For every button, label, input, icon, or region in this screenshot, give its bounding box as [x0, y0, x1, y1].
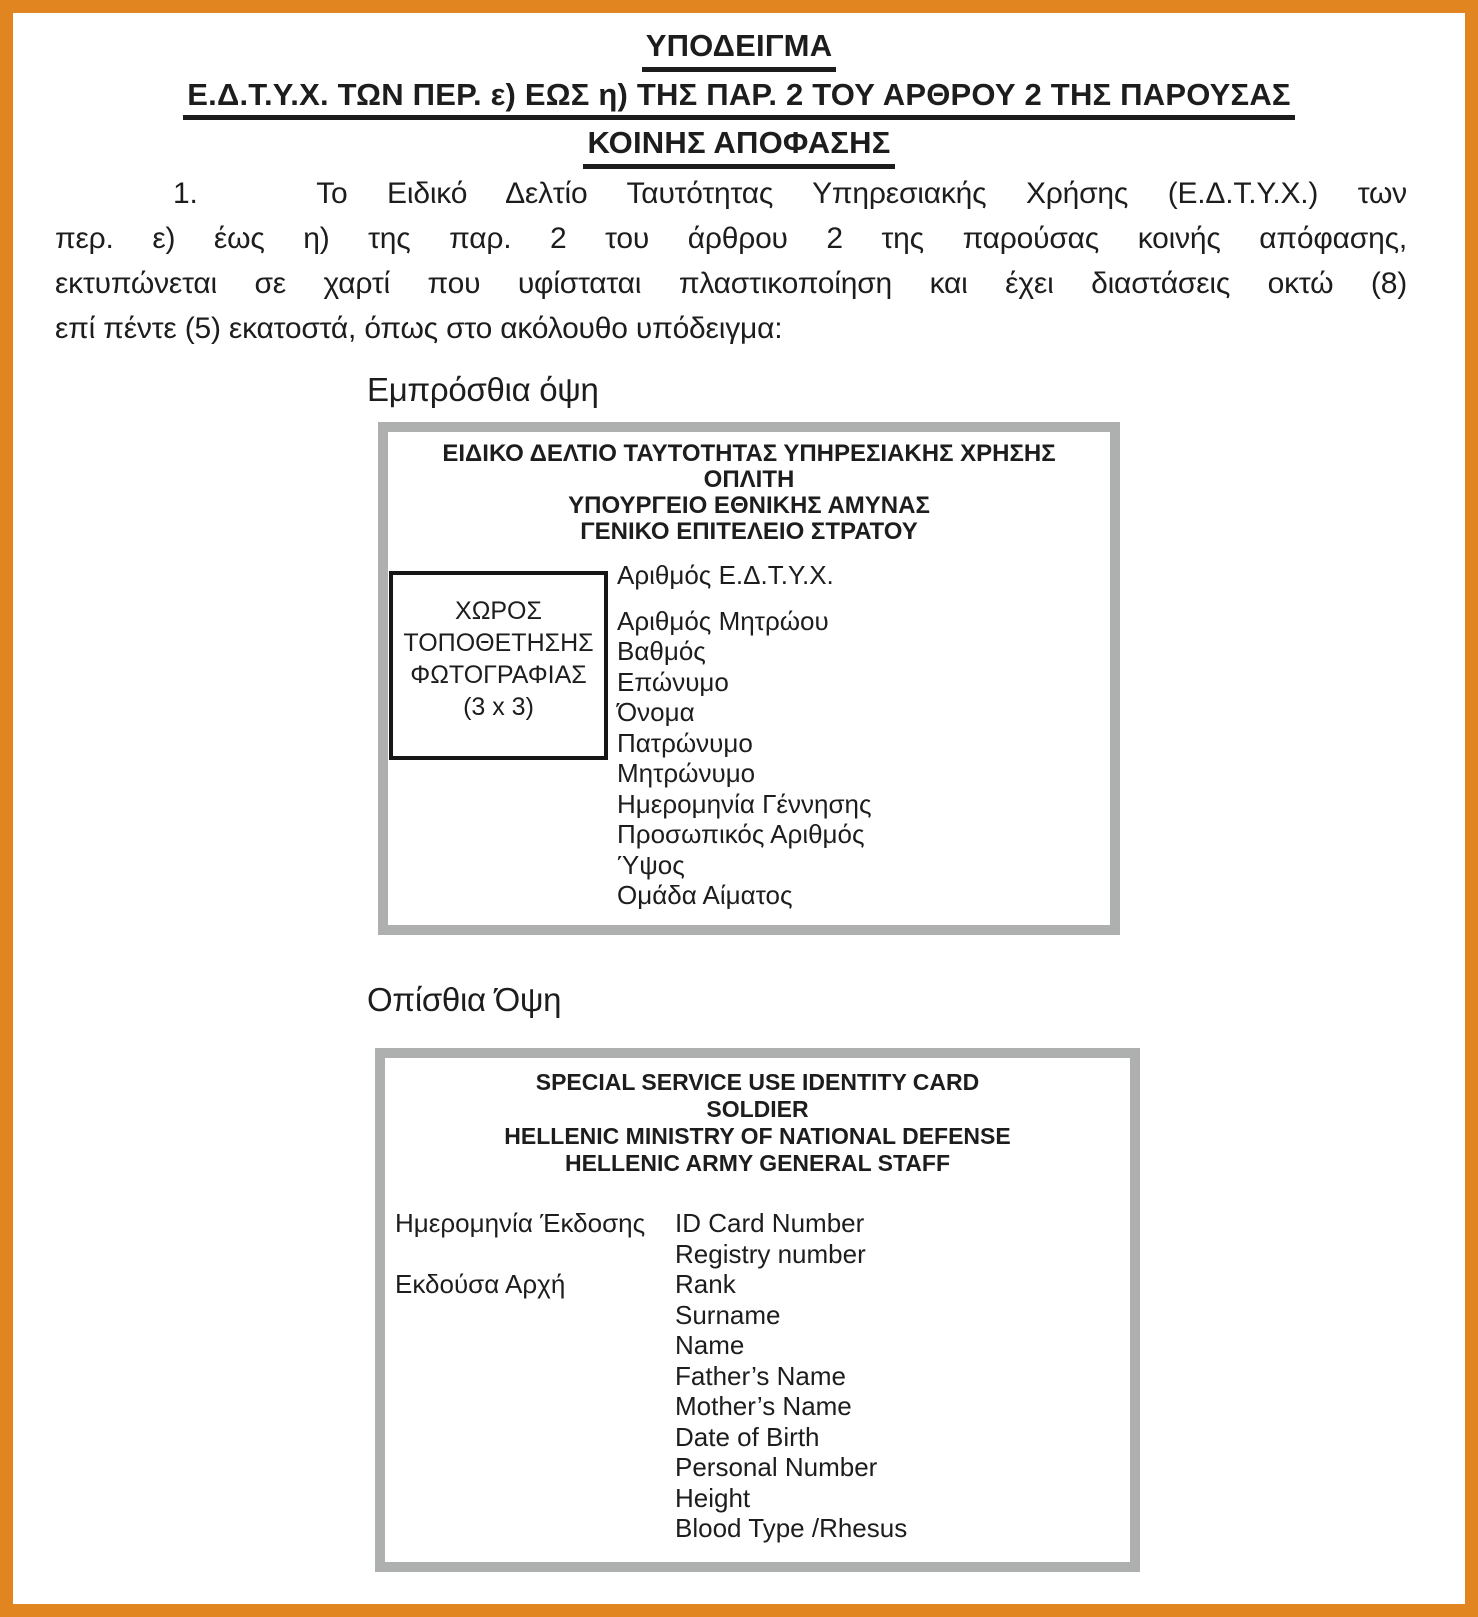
greek-field-label: [395, 1422, 675, 1453]
front-header-line: ΥΠΟΥΡΓΕΙΟ ΕΘΝΙΚΗΣ ΑΜΥΝΑΣ: [568, 492, 930, 519]
english-field-label: Surname: [675, 1299, 781, 1330]
photo-box-line: (3 x 3): [463, 693, 534, 721]
english-field-label: Personal Number: [675, 1452, 878, 1482]
table-row: [395, 1513, 1126, 1544]
table-row: [395, 1483, 1126, 1514]
title-text-underlined: ΥΠΟΔΕΙΓΜΑ: [642, 28, 837, 72]
title-line-3: [13, 120, 1465, 169]
table-row: [395, 1391, 1126, 1422]
greek-field-label: [395, 1513, 675, 1544]
back-header-line: SOLDIER: [706, 1096, 809, 1122]
front-fields-list: [617, 560, 871, 911]
back-header-line: HELLENIC ARMY GENERAL STAFF: [564, 1150, 951, 1176]
table-row: [395, 1239, 1126, 1270]
table-row: [395, 1269, 1126, 1300]
back-side-label: Οπίσθια Όψη: [367, 981, 562, 1018]
english-field-label: Father’s Name: [675, 1360, 846, 1391]
back-fields-table: [395, 1208, 1126, 1544]
back-card: [375, 1048, 1140, 1572]
english-field-label: Date of Birth: [675, 1421, 820, 1452]
paragraph-line: εκτυπώνεται σε χαρτί που υφίσταται πλαστικοποίηση και έχει διαστάσεις οκτώ (8): [55, 267, 1407, 300]
title-text-underlined: Ε.Δ.Τ.Υ.Χ. ΤΩΝ ΠΕΡ. ε) ΕΩΣ η) ΤΗΣ ΠΑΡ. 2 ΤΟΥ ΑΡΘΡΟΥ 2 ΤΗΣ ΠΑΡΟΥΣΑΣ: [183, 77, 1294, 121]
paragraph-line: επί πέντε (5) εκατοστά, όπως στο ακόλουθο υπόδειγμα:: [55, 312, 783, 345]
english-field-label: Registry number: [675, 1238, 866, 1269]
english-field-label: Name: [675, 1330, 745, 1360]
greek-field-label: [395, 1330, 675, 1361]
english-field-label: Mother’s Name: [675, 1391, 852, 1421]
field-label: Όνομα: [617, 697, 695, 727]
english-field-label: Height: [675, 1482, 751, 1513]
table-row: [395, 1208, 1126, 1239]
greek-field-label: [395, 1300, 675, 1331]
front-header-line: ΕΙΔΙΚΟ ΔΕΛΤΙΟ ΤΑΥΤΟΤΗΤΑΣ ΥΠΗΡΕΣΙΑΚΗΣ ΧΡΗΣΗΣ: [442, 440, 1056, 467]
greek-field-label: Εκδούσα Αρχή: [395, 1269, 566, 1299]
table-row: [395, 1361, 1126, 1392]
table-row: [395, 1422, 1126, 1453]
field-label: Ημερομηνία Γέννησης: [617, 788, 872, 819]
field-label: Πατρώνυμο: [617, 727, 753, 758]
table-row: [395, 1330, 1126, 1361]
front-side-label: Εμπρόσθια όψη: [367, 371, 599, 408]
field-label: Προσωπικός Αριθμός: [617, 819, 865, 849]
photo-placeholder-box: [389, 571, 608, 760]
field-label: Ύψος: [617, 849, 685, 880]
title-text-underlined: ΚΟΙΝΗΣ ΑΠΟΦΑΣΗΣ: [583, 125, 894, 169]
front-card: [378, 422, 1120, 935]
field-label: Αριθμός Ε.Δ.Τ.Υ.Χ.: [617, 560, 834, 590]
title-line-2: [13, 72, 1465, 121]
english-field-label: Blood Type /Rhesus: [675, 1513, 908, 1543]
back-card-headers: [385, 1058, 1130, 1177]
greek-field-label: [395, 1483, 675, 1514]
front-header-line: ΟΠΛΙΤΗ: [703, 466, 795, 493]
front-header-line: ΓΕΝΙΚΟ ΕΠΙΤΕΛΕΙΟ ΣΤΡΑΤΟΥ: [580, 518, 918, 545]
english-field-label: Rank: [675, 1269, 736, 1299]
field-label: Επώνυμο: [617, 666, 729, 697]
front-card-headers: [388, 432, 1110, 545]
photo-box-line: ΦΩΤΟΓΡΑΦΙΑΣ: [410, 661, 587, 689]
title-line-1: [13, 23, 1465, 72]
field-label: Ομάδα Αίματος: [617, 880, 793, 910]
paragraph-line: περ. ε) έως η) της παρ. 2 του άρθρου 2 της παρούσας κοινής απόφασης,: [55, 222, 1407, 255]
front-fields-rest: [617, 606, 871, 911]
document-title: [13, 23, 1465, 169]
back-header-line: HELLENIC MINISTRY OF NATIONAL DEFENSE: [504, 1123, 1011, 1149]
greek-field-label: Ημερομηνία Έκδοσης: [395, 1208, 646, 1238]
english-field-label: ID Card Number: [675, 1208, 865, 1238]
greek-field-label: [395, 1361, 675, 1392]
field-label: Αριθμός Μητρώου: [617, 605, 829, 636]
greek-field-label: [395, 1239, 675, 1270]
intro-paragraph: [55, 171, 1407, 351]
table-row: [395, 1452, 1126, 1483]
paragraph-line: 1. Το Ειδικό Δελτίο Ταυτότητας Υπηρεσιακής Χρήσης (Ε.Δ.Τ.Υ.Χ.) των: [173, 177, 1407, 210]
photo-box-line: ΤΟΠΟΘΕΤΗΣΗΣ: [403, 629, 594, 657]
back-header-line: SPECIAL SERVICE USE IDENTITY CARD: [535, 1069, 980, 1095]
greek-field-label: [395, 1452, 675, 1483]
field-label: Βαθμός: [617, 636, 706, 666]
table-row: [395, 1300, 1126, 1331]
field-label: Μητρώνυμο: [617, 758, 756, 788]
greek-field-label: [395, 1391, 675, 1422]
photo-box-line: ΧΩΡΟΣ: [455, 597, 542, 625]
